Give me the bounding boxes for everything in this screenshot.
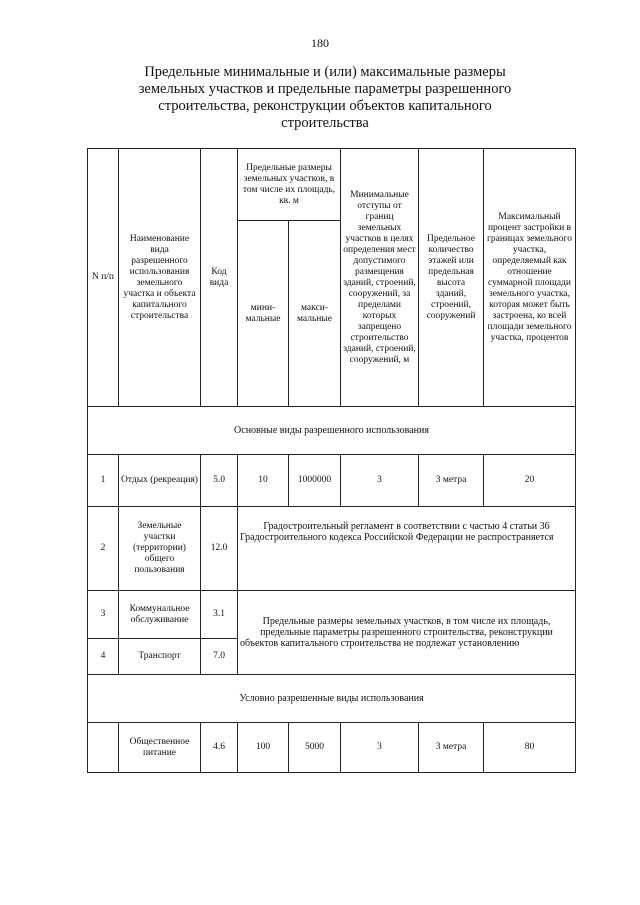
header-code: Код вида — [201, 149, 238, 407]
cell-name: Отдых (рекреация) — [119, 455, 201, 507]
cell-note: Предельные размеры земельных участков, в том числе их площадь, предельные параметры разрешенного строительства, реконструкции объектов капитального строительства не подлежат установлению — [238, 591, 576, 675]
cell-num: 2 — [88, 507, 119, 591]
cell-max: 1000000 — [289, 455, 341, 507]
cell-num: 1 — [88, 455, 119, 507]
cell-note: Градостроительный регламент в соответствии с частью 4 статьи 36 Градостроительного кодекса Российской Федерации не распространяется — [238, 507, 576, 591]
header-max: макси-мальные — [289, 221, 341, 407]
header-num: N п/п — [88, 149, 119, 407]
cell-name: Общественное питание — [119, 723, 201, 773]
cell-name: Земельные участки (территории) общего пользования — [119, 507, 201, 591]
page-number: 180 — [311, 36, 329, 50]
table-row — [88, 723, 576, 773]
table-row — [88, 507, 576, 591]
table-row — [88, 591, 576, 639]
cell-code: 7.0 — [201, 639, 238, 675]
cell-num: 4 — [88, 639, 119, 675]
cell-floors: 3 метра — [419, 723, 484, 773]
cell-num: 3 — [88, 591, 119, 639]
cell-min: 100 — [238, 723, 289, 773]
section-conditional: Условно разрешенные виды использования — [88, 675, 576, 723]
regulations-table — [87, 148, 576, 773]
cell-coverage: 80 — [484, 723, 576, 773]
table-row — [88, 455, 576, 507]
cell-code: 5.0 — [201, 455, 238, 507]
header-min: мини-мальные — [238, 221, 289, 407]
cell-code: 4.6 — [201, 723, 238, 773]
header-name: Наименование вида разрешенного использования земельного участка и объекта капитального строительства — [119, 149, 201, 407]
header-floors: Предельное количество этажей или предельная высота зданий, строений, сооружений — [419, 149, 484, 407]
cell-name: Транспорт — [119, 639, 201, 675]
header-coverage: Максимальный процент застройки в границах земельного участка, определяемый как отношение суммарной площади земельного участка, которая может быть застроена, ко всей площади земельного участка, процентов — [484, 149, 576, 407]
cell-max: 5000 — [289, 723, 341, 773]
header-row-1 — [88, 149, 576, 221]
cell-setback: 3 — [341, 455, 419, 507]
section-row-main — [88, 407, 576, 455]
cell-code: 12.0 — [201, 507, 238, 591]
section-row-conditional — [88, 675, 576, 723]
cell-setback: 3 — [341, 723, 419, 773]
cell-coverage: 20 — [484, 455, 576, 507]
header-sizes: Предельные размеры земельных участков, в том числе их площадь, кв. м — [238, 149, 341, 221]
cell-min: 10 — [238, 455, 289, 507]
section-main: Основные виды разрешенного использования — [88, 407, 576, 455]
cell-name: Коммунальное обслуживание — [119, 591, 201, 639]
cell-floors: 3 метра — [419, 455, 484, 507]
cell-num — [88, 723, 119, 773]
header-setbacks: Минимальные отступы от границ земельных участков в целях определения мест допустимого размещения зданий, строений, сооружений, за пределами которых запрещено строительство зданий, строений, сооружений, м — [341, 149, 419, 407]
document-title: Предельные минимальные и (или) максимальные размеры земельных участков и предельные параметры разрешенного строительства, реконструкции объектов капитального строительства — [138, 64, 512, 131]
cell-code: 3.1 — [201, 591, 238, 639]
